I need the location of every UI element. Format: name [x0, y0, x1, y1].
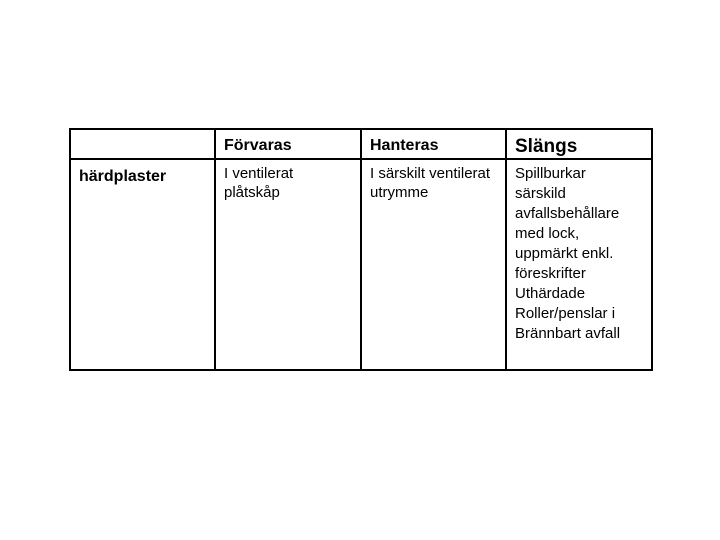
slangs-cell	[506, 159, 652, 370]
forvaras-cell	[215, 159, 361, 370]
table-row	[70, 159, 652, 370]
slangs-text: Spillburkar särskild avfallsbehållare med lock, uppmärkt enkl. föreskrifter Uthärdade Roller/penslar i Brännbart avfall	[515, 165, 621, 342]
row-label: härdplaster	[79, 168, 167, 185]
header-blank	[71, 130, 214, 136]
table-header-row	[70, 129, 652, 159]
hanteras-text: I särskilt ventilerat utrymme	[370, 165, 491, 201]
forvaras-text: I ventilerat plåtskåp	[224, 165, 294, 201]
row-label-cell	[70, 159, 215, 370]
header-hanteras: Hanteras	[370, 137, 439, 154]
hanteras-cell	[361, 159, 506, 370]
header-cell-empty	[70, 129, 215, 159]
handling-table	[69, 128, 653, 371]
header-forvaras: Förvaras	[224, 137, 292, 154]
header-slangs: Slängs	[515, 136, 578, 157]
header-cell-hanteras	[361, 129, 506, 159]
header-cell-forvaras	[215, 129, 361, 159]
header-cell-slangs	[506, 129, 652, 159]
